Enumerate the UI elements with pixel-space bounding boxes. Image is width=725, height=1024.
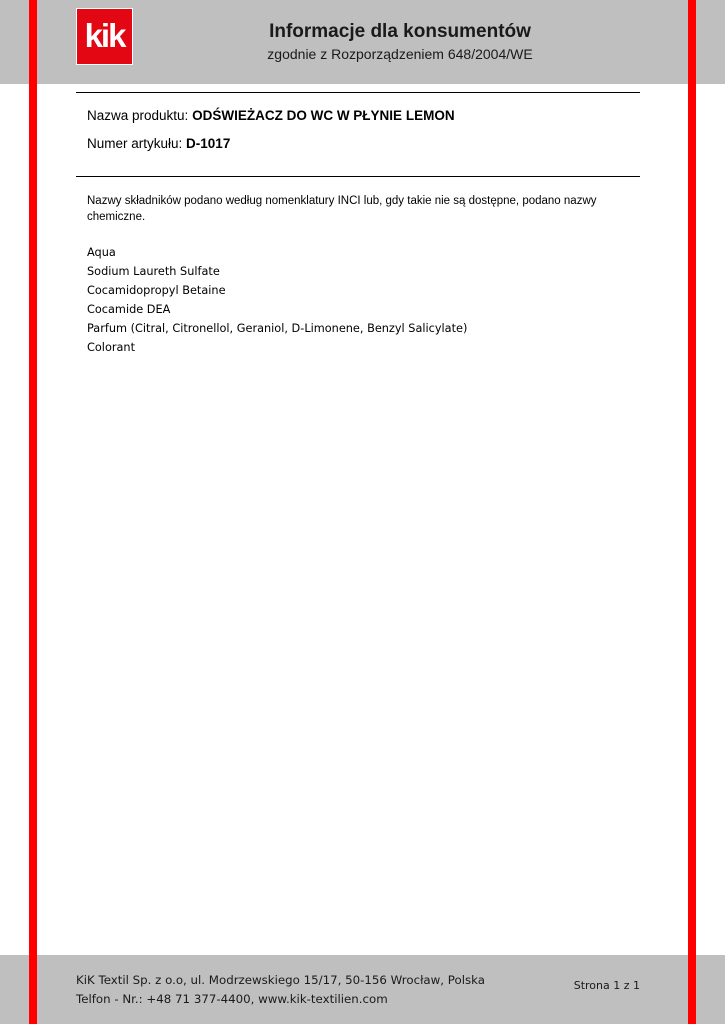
bottom-divider xyxy=(76,176,640,177)
ingredient-item: Aqua xyxy=(87,246,116,259)
product-name-label: Nazwa produktu: xyxy=(87,108,189,123)
right-red-stripe xyxy=(688,0,696,1024)
page-subtitle: zgodnie z Rozporządzeniem 648/2004/WE xyxy=(267,46,533,62)
left-red-stripe xyxy=(29,0,37,1024)
inci-note: Nazwy składników podano według nomenklatury INCI lub, gdy takie nie są dostępne, podano nazwy chemiczne. xyxy=(87,195,597,223)
ingredient-item: Colorant xyxy=(87,341,136,354)
ingredient-item: Sodium Laureth Sulfate xyxy=(87,265,220,278)
article-number-value: D-1017 xyxy=(186,136,231,151)
article-number-row xyxy=(87,136,230,151)
top-divider xyxy=(76,92,640,93)
article-number-label: Numer artykułu: xyxy=(87,136,183,151)
ingredient-item: Cocamidopropyl Betaine xyxy=(87,284,226,297)
product-name-value: ODŚWIEŻACZ DO WC W PŁYNIE LEMON xyxy=(192,108,455,123)
page-title: Informacje dla konsumentów xyxy=(269,21,531,42)
ingredient-item: Parfum (Citral, Citronellol, Geraniol, D-Limonene, Benzyl Salicylate) xyxy=(87,322,468,335)
product-name-row xyxy=(87,108,455,123)
footer-company-info xyxy=(76,971,485,1009)
ingredient-list xyxy=(87,243,467,357)
ingredient-item: Cocamide DEA xyxy=(87,303,171,316)
footer-address: KiK Textil Sp. z o.o, ul. Modrzewskiego 15/17, 50-156 Wrocław, Polska xyxy=(76,973,485,987)
footer-contact: Telfon - Nr.: +48 71 377-4400, www.kik-textilien.com xyxy=(76,992,388,1006)
page-number: Strona 1 z 1 xyxy=(573,979,640,992)
kik-logo: kik xyxy=(76,8,133,65)
